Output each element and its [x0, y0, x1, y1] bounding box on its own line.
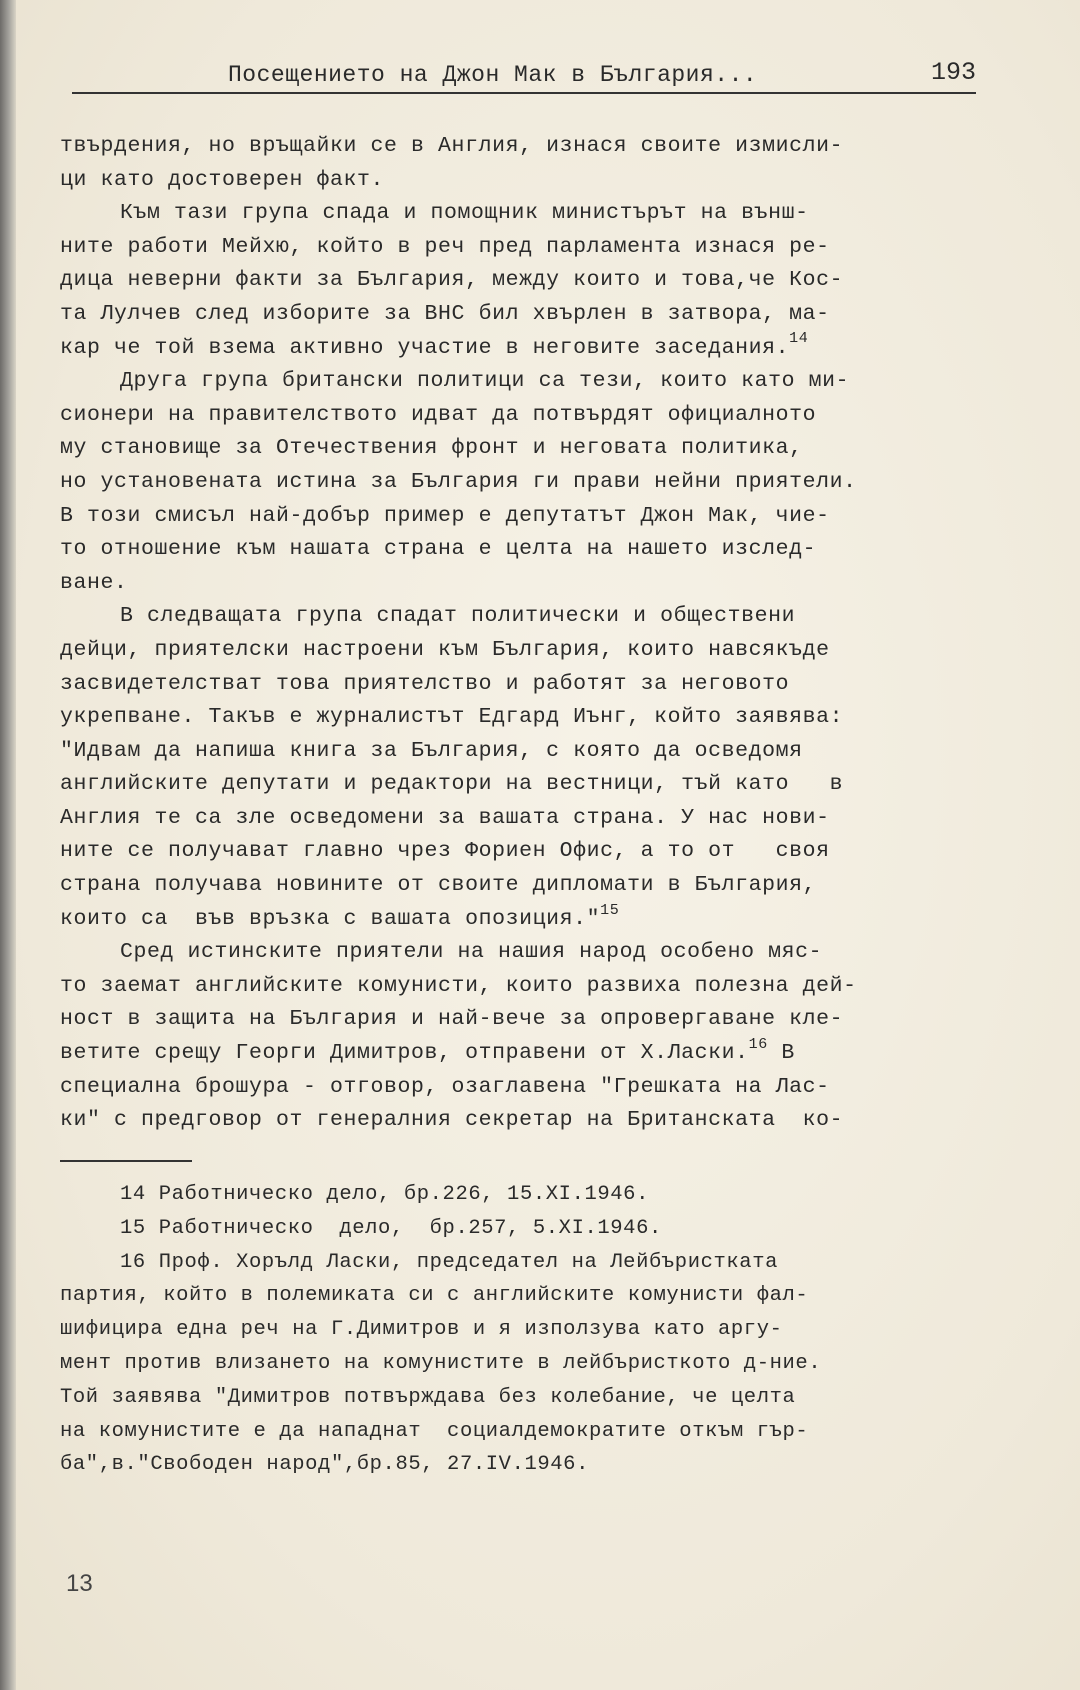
text-line — [60, 903, 972, 937]
main-text — [60, 130, 972, 1138]
page-number: 193 — [930, 58, 976, 87]
paragraph — [60, 197, 972, 365]
text-line: специална брошура - отговор, озаглавена "Грешката на Лас- — [60, 1074, 830, 1099]
text-line-content: които са във връзка с вашата опозиция." — [60, 906, 601, 931]
text-line-content: кар че той взема активно участие в неговите заседания. — [60, 335, 790, 360]
text-line: Друга група британски политици са тези, които като ми- — [120, 369, 850, 394]
text-line: сионери на правителството идват да потвърдят официалното — [60, 402, 817, 427]
text-line-content: ветите срещу Георги Димитров, отправени от Х.Ласки. — [60, 1041, 749, 1066]
footnote-ref-15: 15 — [600, 901, 620, 919]
footnote-ref-14: 14 — [789, 330, 809, 348]
text-line: "Идвам да напиша книга за България, с която да осведомя — [60, 738, 803, 763]
book-spine-shadow — [0, 0, 16, 1690]
text-line: В този смисъл най-добър пример е депутатът Джон Мак, чие- — [60, 503, 830, 528]
paragraph — [60, 130, 972, 197]
text-line: та Лулчев след изборите за ВНС бил хвърлен в затвора, ма- — [60, 301, 830, 326]
text-line: укрепване. Такъв е журналистът Едгард Иънг, който заявява: — [60, 705, 844, 730]
text-line: страна получава новините от своите дипломати в България, — [60, 873, 817, 898]
footnote-16-line: ба",в."Свободен народ",бр.85, 27.IV.1946. — [60, 1453, 589, 1477]
text-line: то заемат английските комунисти, които развиха полезна дей- — [60, 973, 857, 998]
text-line: ване. — [60, 570, 128, 595]
text-line: дейци, приятелски настроени към България, които навсякъде — [60, 637, 830, 662]
footnotes — [60, 1178, 980, 1482]
book-page — [16, 0, 1080, 1690]
text-line: В следващата група спадат политически и обществени — [120, 604, 796, 629]
footnote-separator — [60, 1160, 192, 1162]
footnote-14: 14 Работническо дело, бр.226, 15.XI.1946. — [120, 1183, 649, 1206]
footnote-16-line: партия, който в полемиката си с английските комунисти фал- — [60, 1284, 809, 1308]
text-line: ци като достоверен факт. — [60, 167, 385, 192]
text-line-continuation: В — [767, 1041, 795, 1066]
text-line: засвидетелстват това приятелство и работят за неговото — [60, 671, 790, 696]
text-line: ните работи Мейхю, който в реч пред парламента изнася ре- — [60, 234, 830, 259]
footnote-16-line: 16 Проф. Хорълд Ласки, председател на Лейбъристката — [120, 1250, 779, 1274]
paragraph — [60, 600, 972, 936]
text-line: но установената истина за България ги прави нейни приятели. — [60, 469, 857, 494]
footnote-ref-16: 16 — [748, 1035, 768, 1053]
footnote-16-line: шифицира една реч на Г.Димитров и я използува като аргу- — [60, 1318, 783, 1342]
signature-mark: 13 — [66, 1570, 93, 1597]
text-line: дица неверни факти за България, между които и това,че Кос- — [60, 268, 844, 293]
paragraph — [60, 936, 972, 1138]
text-line — [60, 1037, 972, 1071]
page-header — [72, 58, 976, 94]
footnote-16-line: Той заявява "Димитров потвърждава без колебание, че целта — [60, 1385, 796, 1409]
footnote-16-line: на комунистите е да нападнат социалдемократите откъм гър- — [60, 1419, 809, 1443]
paragraph — [60, 365, 972, 600]
text-line: твърдения, но връщайки се в Англия, изнася своите измисли- — [60, 134, 844, 158]
text-line: Сред истинските приятели на нашия народ особено мяс- — [120, 940, 823, 965]
text-line — [60, 332, 972, 366]
text-line: Към тази група спада и помощник министърът на външ- — [120, 201, 809, 226]
text-line: Англия те са зле осведомени за вашата страна. У нас нови- — [60, 805, 830, 830]
text-line: му становище за Отечествения фронт и неговата политика, — [60, 436, 803, 461]
text-line: ност в защита на България и най-вече за опровергаване кле- — [60, 1007, 844, 1032]
text-line: то отношение към нашата страна е целта на нашето изслед- — [60, 537, 817, 562]
text-line: английските депутати и редактори на вестници, тъй като в — [60, 772, 844, 797]
footnote-15: 15 Работническо дело, бр.257, 5.XI.1946. — [120, 1216, 662, 1240]
text-line: ните се получават главно чрез Фориен Офис, а то от своя — [60, 839, 830, 864]
footnote-16-line: мент против влизането на комунистите в лейбъристкото д-ние. — [60, 1351, 822, 1375]
running-title: Посещението на Джон Мак в България... — [228, 62, 758, 88]
text-line: ки" с предговор от генералния секретар на Британската ко- — [60, 1108, 844, 1133]
